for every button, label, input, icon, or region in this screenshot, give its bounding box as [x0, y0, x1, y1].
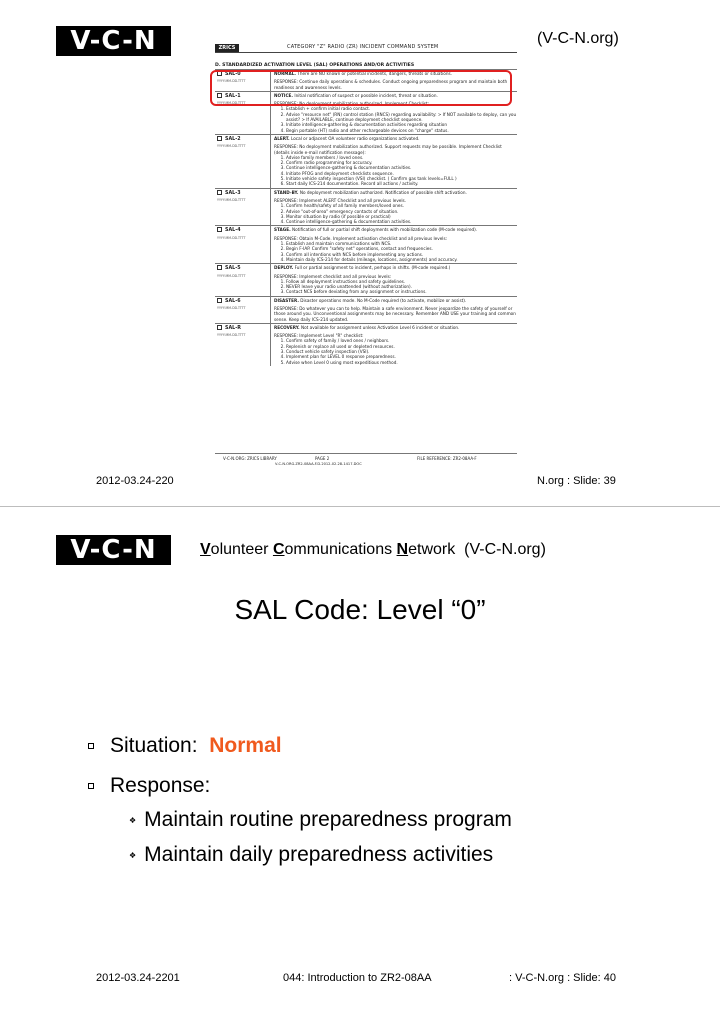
slide-40 — [0, 509, 720, 1019]
sal-code: SAL-R — [225, 325, 241, 331]
slide40-footer-left: 2012-03.24-2201 — [96, 972, 180, 984]
sal-row — [215, 188, 517, 226]
sal-detail-cell — [271, 135, 517, 188]
header-v: V — [200, 541, 211, 558]
sal-date-placeholder: YYYY-MM-DD-TTTT — [217, 79, 246, 84]
doc-badge: ZRICS — [215, 44, 239, 52]
sal-code: SAL-4 — [225, 228, 241, 234]
sal-checklist-item: 3. Conduct vehicle safety inspection (VSI). — [286, 349, 517, 354]
sal0-highlight-box — [210, 70, 512, 106]
sal-response: RESPONSE: Continue daily operations & schedules. Conduct ongoing preparedness program and maintain both readiness and awareness levels. — [274, 79, 508, 90]
response-item-text: Maintain daily preparedness activities — [144, 843, 494, 866]
header-olunteer: olunteer — [210, 541, 273, 558]
sal-checklist-item: 1. Confirm safety of family / loved ones / neighbors. — [286, 338, 517, 343]
sal-summary — [274, 190, 517, 195]
sal-code: SAL-3 — [225, 190, 241, 196]
sal-summary — [274, 136, 517, 141]
sal-checklist-item: 1. Confirm health/safety of all family members/loved ones. — [286, 203, 517, 208]
sal-summary-label: STAGE. — [274, 227, 291, 233]
checkbox-icon — [217, 325, 222, 330]
sal-checklist-item: 4. Maintain daily ICS-214 for details (mileage, locations, assignments) and accuracy. — [286, 257, 517, 262]
sal-response: RESPONSE: No deployment mobilization authorized. Support requests may be possible. Implement Checklist (details inside e-mail notification message): — [274, 144, 502, 155]
doc-footer — [215, 453, 517, 466]
diamond-bullet-icon: ❖ — [129, 816, 137, 825]
sal-response: RESPONSE: Implement Level "R" checklist: — [274, 333, 364, 339]
diamond-bullet-icon: ❖ — [129, 851, 137, 860]
org-tag: (V-C-N.org) — [537, 30, 619, 47]
sal-summary-text: No deployment mobilization authorized. Notification of possible shift activation. — [299, 189, 467, 195]
sal-checklist — [286, 203, 517, 224]
sal-code: SAL-0 — [225, 72, 241, 77]
sal-summary-label: STAND-BY. — [274, 189, 299, 195]
sal-summary — [274, 325, 517, 330]
situation-value: Normal — [209, 734, 282, 757]
header-c: C — [272, 541, 285, 558]
sal-detail-cell — [271, 189, 517, 226]
sal-code: SAL-2 — [225, 136, 241, 142]
doc-title: CATEGORY "Z" RADIO (ZR) INCIDENT COMMAND SYSTEM — [287, 44, 439, 50]
sal-checklist-item: 4. Begin portable (HT) radio and other rechargeable devices on "charge" status. — [286, 128, 517, 133]
sal-response: RESPONSE: No deployment mobilization authorized. Implement Checklist: — [274, 101, 430, 107]
sal-summary-text: Local or adjacent OA volunteer radio organizations activated. — [290, 135, 420, 141]
sal-date-placeholder: YYYY-MM-DD-TTTT — [217, 273, 246, 278]
situation-label: Situation: — [110, 734, 198, 757]
sal-code: SAL-6 — [225, 298, 241, 304]
sal-checklist-item: 1. Follow all deployment instructions and safety guidelines. — [286, 279, 517, 284]
sal-level-cell — [215, 324, 271, 366]
checkbox-icon — [217, 190, 222, 195]
sal-summary-text: Not available for assignment unless Activation Level 6 incident or situation. — [300, 324, 460, 330]
slide-divider — [0, 506, 720, 507]
sal-row — [215, 296, 517, 323]
sal-summary-label: NOTICE. — [274, 92, 294, 98]
sal-row — [215, 323, 517, 366]
sal-summary — [274, 298, 517, 303]
checkbox-icon — [217, 265, 222, 270]
sal-checklist-item: 3. Confirm all intentions with NCS before implementing any actions. — [286, 252, 517, 257]
header-etwork: etwork — [408, 541, 456, 558]
sal-code: SAL-1 — [225, 93, 241, 99]
slide39-footer-right: N.org : Slide: 39 — [537, 475, 616, 487]
sal-checklist-item: 1. Advise family members / loved ones. — [286, 155, 517, 160]
sal-checklist — [286, 106, 517, 132]
sal-response: RESPONSE: Do whatever you can to help. Maintain a safe environment. Never jeopardize the safety of yourself or those around you. Unconventional assignments may be necessary. Remember AND USE your training and common sense. Keep daily ICS-214 updated. — [274, 305, 516, 322]
doc-footer-page: PAGE 2 — [315, 456, 330, 461]
sal-checklist — [286, 155, 517, 187]
sal-summary-text: Notification of full or partial shift deployments with mobilization code (M-code required). — [292, 227, 478, 233]
sal-checklist-item: 5. Initiate vehicle safety inspection (VSI) checklist. ( Confirm gas tank levels=FULL ) — [286, 176, 517, 181]
sal-checklist-item: 2. Advise "out-of-area" emergency contacts of situation. — [286, 209, 517, 214]
sal-summary — [274, 227, 517, 232]
vcn-logo: V-C-N — [56, 535, 171, 565]
sal-summary-label: DEPLOY. — [274, 265, 294, 271]
sal-row — [215, 263, 517, 295]
sal-summary-text: Full or partial assignment to incident, perhaps in shifts. (M-code required.) — [294, 265, 451, 271]
doc-footer-site: V-C-N.ORG: ZRICS LIBRARY — [223, 456, 277, 461]
sal-level-cell — [215, 189, 271, 226]
sal-checklist-item: 2. Confirm radio programming for accuracy. — [286, 160, 517, 165]
sal-level-cell — [215, 297, 271, 323]
org-header — [200, 541, 546, 559]
sal-checklist-item: 3. Initiate intelligence-gathering & documentation activities regarding situation — [286, 122, 517, 127]
vcn-logo: V-C-N — [56, 26, 171, 56]
doc-footer-ref: FILE REFERENCE: ZR2-08AA-F — [417, 456, 477, 461]
sal-checklist-item: 4. Implement plan for LEVEL 0 response preparedness. — [286, 354, 517, 359]
sal-response: RESPONSE: Implement ALERT Checklist and all previous levels. — [274, 197, 407, 203]
sal-summary-label: DISASTER. — [274, 297, 299, 303]
square-bullet-icon — [88, 783, 94, 789]
response-item — [129, 843, 493, 867]
sal-detail-cell — [271, 264, 517, 295]
sal-checklist-item: 2. Advise "resource net" (RN) control station (RNCS) regarding availability: > If NOT available to deploy, can you assist? > If AVAILABLE, continue deployment checklist sequence. — [286, 112, 517, 123]
header-org-tag: (V-C-N.org) — [464, 541, 546, 558]
doc-header — [215, 43, 517, 53]
sal-level-cell — [215, 135, 271, 188]
slide40-footer-right: : V-C-N.org : Slide: 40 — [509, 972, 616, 984]
sal-checklist-item: 2. Replenish or replace all used or depleted resources. — [286, 344, 517, 349]
sal-checklist — [286, 279, 517, 295]
response-label: Response: — [110, 774, 211, 797]
sal-response: RESPONSE: Obtain M-Code. Implement activation checklist and all previous levels: — [274, 235, 448, 241]
sal-summary-text: There are NO known or potential incidents, dangers, threats or situations. — [297, 71, 453, 76]
checkbox-icon — [217, 136, 222, 141]
header-ommunications: ommunications — [284, 541, 397, 558]
slide39-footer-left: 2012-03.24-220 — [96, 475, 174, 487]
sal-date-placeholder: YYYY-MM-DD-TTTT — [217, 235, 246, 240]
sal-row — [215, 225, 517, 263]
sal-summary-label: NORMAL. — [274, 71, 296, 76]
sal-table — [215, 69, 517, 366]
slide-title: SAL Code: Level “0” — [234, 594, 486, 625]
sal-date-placeholder: YYYY-MM-DD-TTTT — [217, 333, 246, 338]
sal-checklist-item: 3. Contact NCS before deviating from any assignment or instructions. — [286, 289, 517, 294]
sal-checklist-item: 2. NEVER leave your radio unattended (without authorization). — [286, 284, 517, 289]
response-item-text: Maintain routine preparedness program — [144, 808, 512, 831]
sal-checklist-item: 2. Begin F-IAP. Confirm "safety net" operations, contact and frequencies. — [286, 246, 517, 251]
sal-checklist-item: 3. Continue intelligence-gathering & documentation activities. — [286, 165, 517, 170]
sal-code: SAL-5 — [225, 266, 241, 272]
sal-detail-cell — [271, 324, 517, 366]
sal-checklist-item: 1. Establish and maintain communications with NCS. — [286, 241, 517, 246]
sal-checklist-item: 6. Start daily ICS-214 documentation. Record all actions / activity. — [286, 181, 517, 186]
header-n: N — [396, 541, 409, 558]
sal-checklist-item: 4. Continue intelligence-gathering & documentation activities. — [286, 219, 517, 224]
sal-detail-cell — [271, 226, 517, 263]
sal-checklist-item: 3. Monitor situation by radio (if possible or practical) — [286, 214, 517, 219]
sal-level-cell — [215, 264, 271, 295]
sal-summary — [274, 265, 517, 270]
sal-response: RESPONSE: Implement checklist and all previous levels: — [274, 273, 392, 279]
sal-checklist-item: 5. Advise when Level 0 using most expeditious method. — [286, 360, 517, 365]
response-bullet — [88, 774, 210, 798]
sal-date-placeholder: YYYY-MM-DD-TTTT — [217, 101, 246, 106]
doc-footer-path: V-C-N.ORG.ZR2-08AA-F.D.2012-02.28-1417.DOC — [275, 462, 362, 466]
sal-row — [215, 134, 517, 188]
sal-summary-text: Initial notification of suspect or possible incident, threat or situation. — [294, 92, 438, 98]
slide40-footer-center: 044: Introduction to ZR2-08AA — [283, 972, 432, 984]
doc-section-title: D. STANDARDIZED ACTIVATION LEVEL (SAL) OPERATIONS AND/OR ACTIVITIES — [215, 63, 415, 68]
sal-summary-text: Disaster operations mode. No M-Code required (to activate, mobilize or assist). — [300, 297, 467, 303]
sal-detail-cell — [271, 297, 517, 323]
sal-summary-label: ALERT. — [274, 135, 290, 141]
sal-date-placeholder: YYYY-MM-DD-TTTT — [217, 144, 246, 149]
sal-date-placeholder: YYYY-MM-DD-TTTT — [217, 197, 246, 202]
checkbox-icon — [217, 227, 222, 232]
sal-level-cell — [215, 226, 271, 263]
checkbox-icon — [217, 298, 222, 303]
response-item — [129, 808, 512, 832]
sal-checklist — [286, 241, 517, 262]
sal-checklist-item: 1. Establish + confirm initial radio contact. — [286, 106, 517, 111]
sal-checklist-item: 4. Initiate PFOG and deployment checklists sequence. — [286, 171, 517, 176]
square-bullet-icon — [88, 743, 94, 749]
sal-summary-label: RECOVERY. — [274, 324, 300, 330]
sal-checklist — [286, 338, 517, 364]
situation-bullet — [88, 734, 282, 758]
sal-date-placeholder: YYYY-MM-DD-TTTT — [217, 305, 246, 310]
